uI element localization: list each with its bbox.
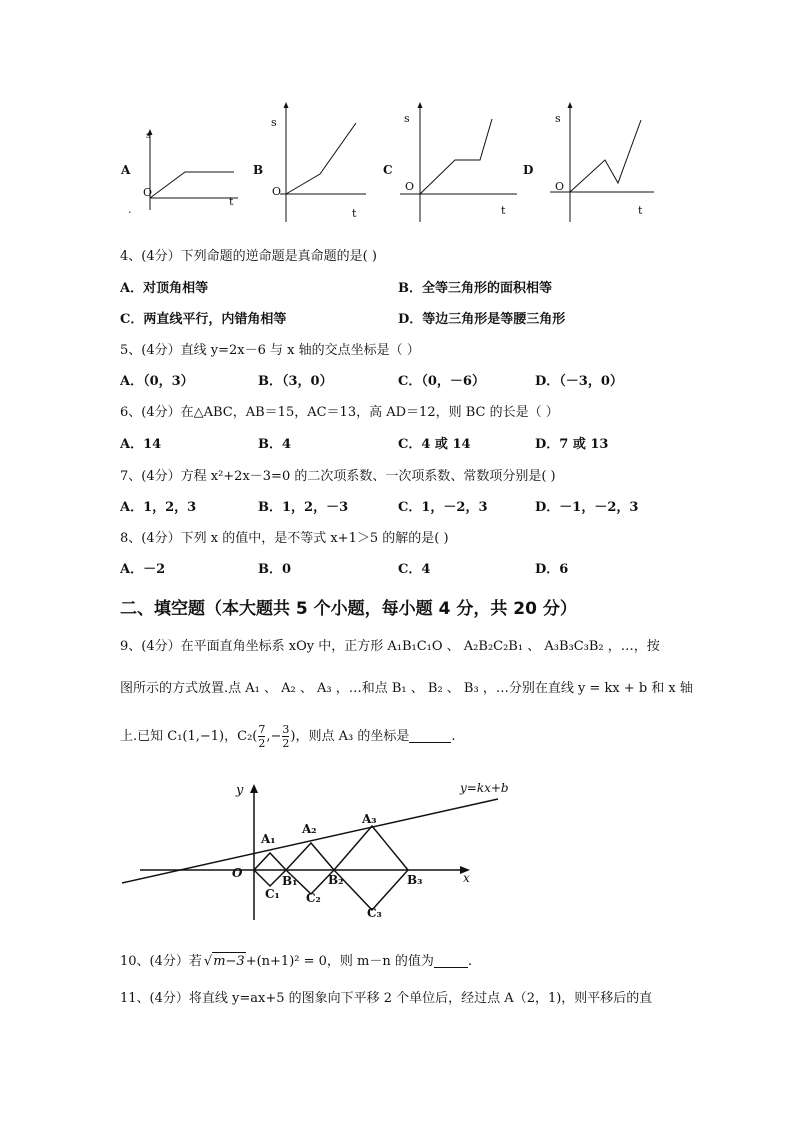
q9-line-3 [120, 723, 455, 750]
q4-stem: 4、(4分）下列命题的逆命题是真命题的是( ) [120, 249, 377, 264]
q5-stem: 5、(4分）直线 y=2x－6 与 x 轴的交点坐标是（ ） [120, 343, 420, 358]
graph-b-s: s [271, 116, 277, 129]
q6-option-c: C．4 或 14 [398, 437, 471, 452]
q7-option-d: D．－1，－2，3 [535, 500, 639, 515]
q4-option-b: B．全等三角形的面积相等 [398, 281, 552, 296]
q5-option-b: B．（3，0） [258, 374, 333, 389]
q6-stem: 6、(4分）在△ABC，AB＝15，AC＝13，高 AD＝12，则 BC 的长是（ ） [120, 405, 559, 420]
q9-fraction-1 [258, 723, 265, 750]
q9-fraction-2 [282, 723, 289, 750]
q9-answer-blank[interactable] [409, 730, 451, 743]
fig-c2: C₂ [306, 891, 321, 905]
q8-option-d: D．6 [535, 562, 569, 577]
q10-prefix: 10、(4分）若 [120, 953, 202, 969]
fig-c1: C₁ [265, 887, 280, 901]
graph-d-origin: O [555, 180, 565, 193]
q11-line: 11、(4分）将直线 y=ax+5 的图象向下平移 2 个单位后，经过点 A（2，1)，则平移后的直 [120, 991, 653, 1006]
q10-line [120, 952, 472, 971]
q8-option-a: A．－2 [120, 562, 166, 577]
graph-c-origin: O [405, 180, 415, 193]
fig-c3: C₃ [367, 906, 382, 920]
fig-b2: B₂ [328, 873, 344, 887]
section-heading: 二、填空题（本大题共 5 个小题，每小题 4 分，共 20 分） [120, 599, 577, 619]
q7-stem: 7、(4分）方程 x²+2x－3=0 的二次项系数、一次项系数、常数项分别是( ) [120, 469, 556, 484]
graph-a-t: t [229, 195, 234, 208]
q4-option-c: C．两直线平行，内错角相等 [120, 312, 287, 327]
q8-option-b: B．0 [258, 562, 292, 577]
graph-b-label: B [253, 163, 264, 177]
q8-option-c: C．4 [398, 562, 431, 577]
fig-origin: O [232, 866, 243, 880]
graph-b-origin: O [272, 185, 282, 198]
q9-line-3-end: . [451, 728, 456, 744]
q6-option-d: D．7 或 13 [535, 437, 609, 452]
q6-option-b: B．4 [258, 437, 292, 452]
q9-fraction-sep: ,− [266, 728, 282, 744]
q4-option-d: D．等边三角形是等腰三角形 [398, 312, 566, 327]
q9-line-3-a: 上.已知 C₁(1,−1)，C₂( [120, 728, 258, 744]
fig-a1: A₁ [261, 832, 276, 846]
q9-line-3-b: )，则点 A₃ 的坐标是 [290, 728, 410, 744]
q9-line-2: 图所示的方式放置.点 A₁ 、 A₂ 、 A₃ ，…和点 B₁ 、 B₂ 、 B₃ ，…分别在直线 y = kx + b 和 x 轴 [120, 681, 693, 696]
fig-a2: A₂ [302, 822, 317, 836]
graph-c-label: C [383, 163, 393, 177]
q5-option-c: C．（0，－6） [398, 374, 485, 389]
graph-d-label: D [523, 163, 534, 177]
fig-y-label: y [236, 783, 244, 798]
graph-a-origin: O [143, 186, 153, 199]
q10-radicand: m−3 [213, 954, 245, 969]
q10-end: . [467, 953, 473, 969]
graph-a-label: A [121, 163, 131, 177]
graph-c-s: s [404, 112, 410, 125]
q9-fraction-2-den: 2 [282, 737, 290, 750]
q9-line-1: 9、(4分）在平面直角坐标系 xOy 中，正方形 A₁B₁C₁O 、 A₂B₂C₂B₁ 、 A₃B₃C₃B₂ ，…，按 [120, 639, 660, 654]
q5-option-d: D．（－3，0） [535, 374, 623, 389]
q7-option-c: C．1，－2，3 [398, 500, 488, 515]
fig-line-label: y=kx+b [460, 781, 509, 795]
q5-option-a: A．（0，3） [120, 374, 194, 389]
graph-a-dot: . [128, 203, 132, 216]
q9-fraction-1-den: 2 [258, 737, 266, 750]
q7-option-b: B．1，2，－3 [258, 500, 349, 515]
q10-middle: +(n+1)² = 0，则 m－n 的值为 [245, 953, 434, 969]
fig-a3: A₃ [362, 812, 377, 826]
graph-a-s: s [146, 131, 151, 141]
graph-b-t: t [352, 207, 357, 220]
q6-option-a: A．14 [120, 437, 162, 452]
q9-fraction-2-num: 3 [282, 723, 290, 736]
fig-x-label: x [463, 871, 470, 885]
q4-option-a: A．对顶角相等 [120, 281, 209, 296]
fig-b1: B₁ [282, 874, 298, 888]
fig-b3: B₃ [407, 873, 423, 887]
graph-c-t: t [501, 204, 506, 217]
q8-stem: 8、(4分）下列 x 的值中，是不等式 x+1＞5 的解的是( ) [120, 531, 449, 546]
q10-answer-blank[interactable] [434, 955, 468, 968]
q9-figure [118, 778, 518, 928]
q7-option-a: A．1，2，3 [120, 500, 197, 515]
graph-d-t: t [638, 204, 643, 217]
q9-fraction-1-num: 7 [258, 723, 266, 736]
graph-d-s: s [555, 112, 561, 125]
sqrt-icon: √ [203, 953, 213, 969]
